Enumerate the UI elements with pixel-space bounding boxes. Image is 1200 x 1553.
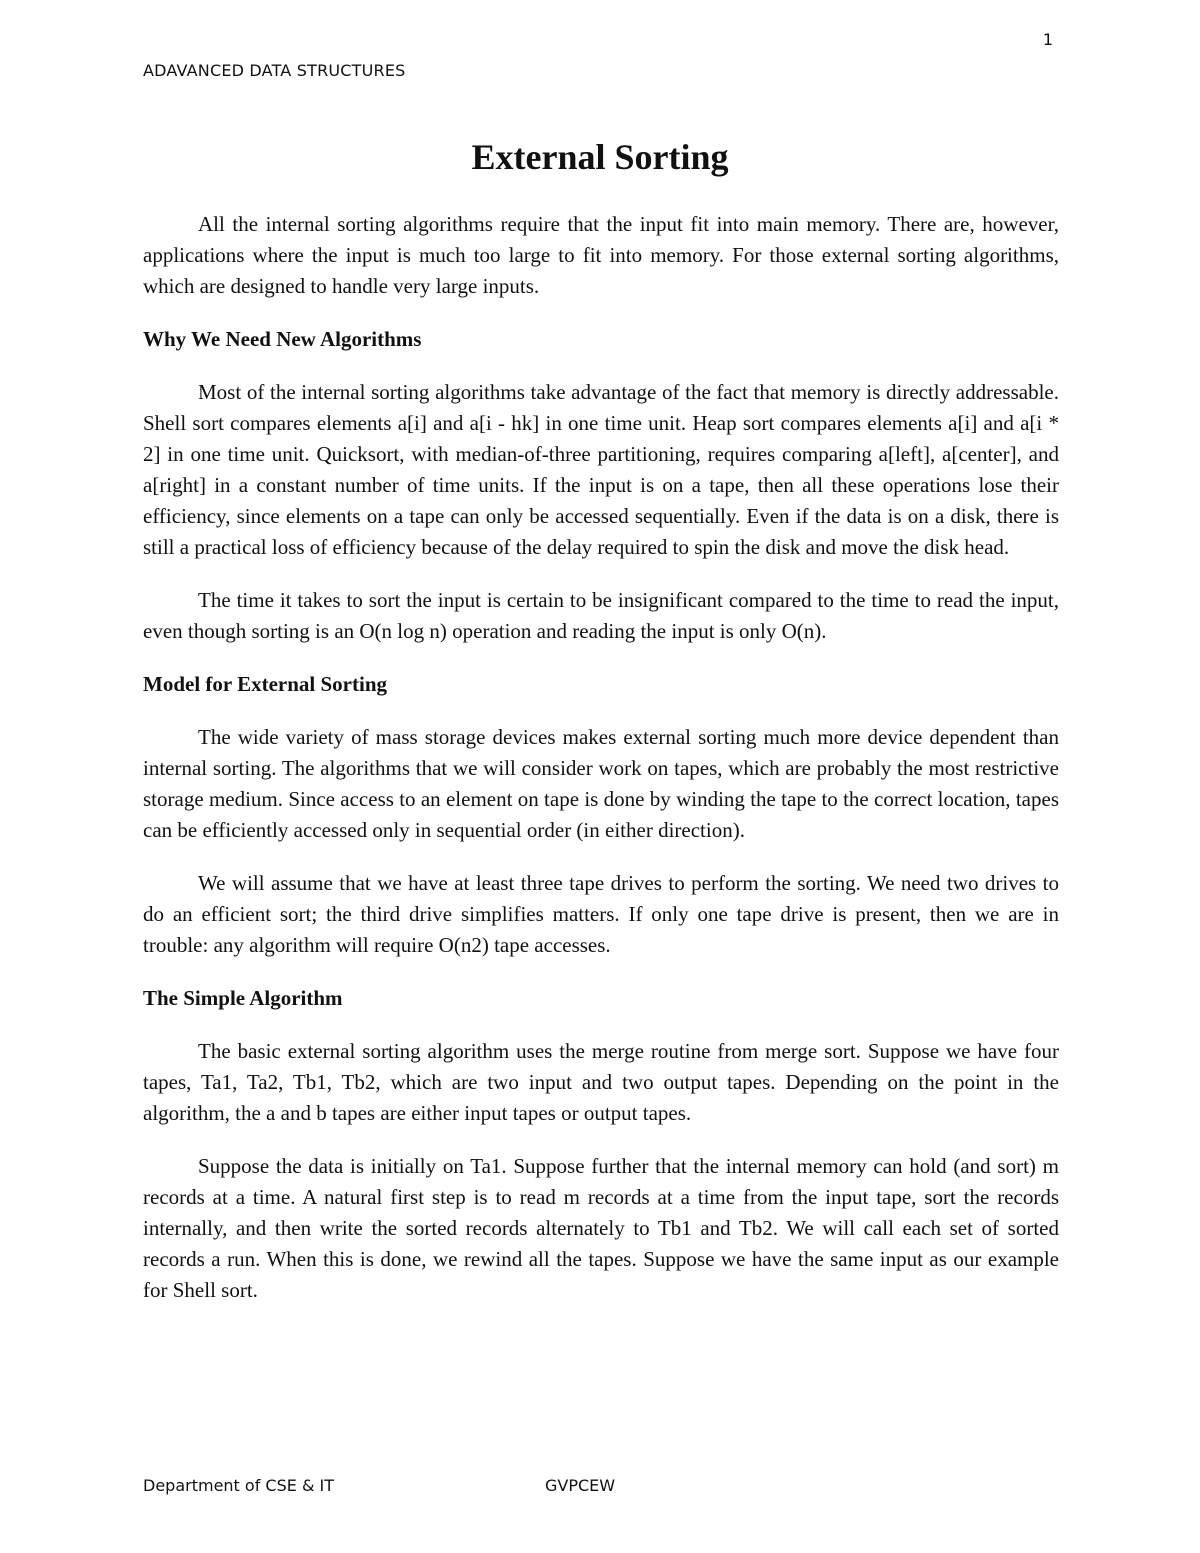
paragraph-simple-1: The basic external sorting algorithm uses the merge routine from merge sort. Suppose we have four tapes, Ta1, Ta2, Tb1, Tb2, which are two input and two output tapes. Depending on the point in the algorithm, the a and b tapes are either input tapes or output tapes. — [143, 1039, 1059, 1125]
paragraph-why-2: The time it takes to sort the input is certain to be insignificant compared to the time to read the input, even though sorting is an O(n log n) operation and reading the input is only O(n). — [143, 588, 1059, 643]
document-body — [143, 209, 1059, 1328]
paragraph-model-2: We will assume that we have at least three tape drives to perform the sorting. We need two drives to do an efficient sort; the third drive simplifies matters. If only one tape drive is present, then we are in trouble: any algorithm will require O(n2) tape accesses. — [143, 871, 1059, 957]
paragraph-intro: All the internal sorting algorithms require that the input fit into main memory. There are, however, applications where the input is much too large to fit into memory. For those external sorting algorithms, which are designed to handle very large inputs. — [143, 212, 1059, 298]
paragraph-why-1: Most of the internal sorting algorithms take advantage of the fact that memory is directly addressable. Shell sort compares elements a[i] and a[i - hk] in one time unit. Heap sort compares elements a[i] and a[i * 2] in one time unit. Quicksort, with median-of-three partitioning, requires comparing a[left], a[center], and a[right] in a constant number of time units. If the input is on a tape, then all these operations lose their efficiency, since elements on a tape can only be accessed sequentially. Even if the data is on a disk, there is still a practical loss of efficiency because of the delay required to spin the disk and move the disk head. — [143, 380, 1059, 559]
section-heading-why: Why We Need New Algorithms — [143, 327, 422, 351]
section-heading-simple: The Simple Algorithm — [143, 986, 343, 1010]
running-header: ADAVANCED DATA STRUCTURES — [143, 61, 406, 80]
footer-department: Department of CSE & IT — [143, 1476, 334, 1495]
paragraph-simple-2: Suppose the data is initially on Ta1. Suppose further that the internal memory can hold (and sort) m records at a time. A natural first step is to read m records at a time from the input tape, sort the records internally, and then write the sorted records alternately to Tb1 and Tb2. We will call each set of sorted records a run. When this is done, we rewind all the tapes. Suppose we have the same input as our example for Shell sort. — [143, 1154, 1059, 1302]
page-title: External Sorting — [471, 137, 729, 177]
section-heading-model: Model for External Sorting — [143, 672, 388, 696]
page-number: 1 — [1042, 30, 1053, 49]
footer-college: GVPCEW — [545, 1476, 616, 1495]
paragraph-model-1: The wide variety of mass storage devices makes external sorting much more device dependent than internal sorting. The algorithms that we will consider work on tapes, which are probably the most restrictive storage medium. Since access to an element on tape is done by winding the tape to the correct location, tapes can be efficiently accessed only in sequential order (in either direction). — [143, 725, 1059, 842]
